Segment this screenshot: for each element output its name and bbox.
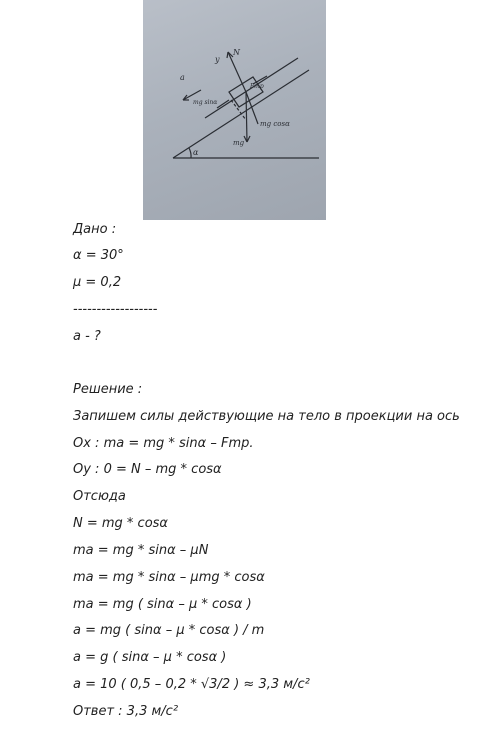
diagram-photo (143, 0, 326, 220)
separator: ------------------ (73, 302, 158, 317)
label-y: y (215, 55, 220, 64)
label-a: a (180, 73, 185, 82)
label-mg: mg (233, 139, 245, 147)
given-heading: Дано : (73, 222, 117, 237)
solution-line-4: Отсюда (73, 489, 126, 504)
label-mg-sin: mg sinα (193, 99, 218, 106)
solution-heading: Решение : (73, 382, 143, 397)
force-diagram (143, 0, 326, 220)
given-alpha: α = 30° (73, 248, 124, 263)
solution-line-11: a = 10 ( 0,5 – 0,2 * √3/2 ) ≈ 3,3 м/с² (73, 677, 310, 692)
normal-vector (228, 52, 246, 92)
label-ftr: Fтр (250, 83, 264, 90)
solution-line-6: ma = mg * sinα – μN (73, 543, 209, 558)
solution-line-7: ma = mg * sinα – μmg * cosα (73, 570, 265, 585)
solution-line-3: Oy : 0 = N – mg * cosα (73, 462, 222, 477)
find-a: a - ? (73, 329, 101, 344)
solution-line-2: Ox : ma = mg * sinα – Fmp. (73, 436, 254, 451)
given-mu: μ = 0,2 (73, 275, 122, 290)
label-alpha: α (193, 148, 199, 157)
solution-line-9: a = mg ( sinα – μ * cosα ) / m (73, 623, 265, 638)
gravity-vector (246, 92, 247, 142)
solution-line-10: a = g ( sinα – μ * cosα ) (73, 650, 227, 665)
solution-line-5: N = mg * cosα (73, 516, 169, 531)
angle-arc (189, 148, 191, 158)
solution-line-1: Запишем силы действующие на тело в проекции на ось (73, 409, 460, 424)
label-mg-cos: mg cosα (260, 120, 290, 128)
solution-line-8: ma = mg ( sinα – μ * cosα ) (73, 597, 252, 612)
answer-line: Ответ : 3,3 м/с² (73, 704, 179, 719)
label-n: N (233, 48, 240, 57)
